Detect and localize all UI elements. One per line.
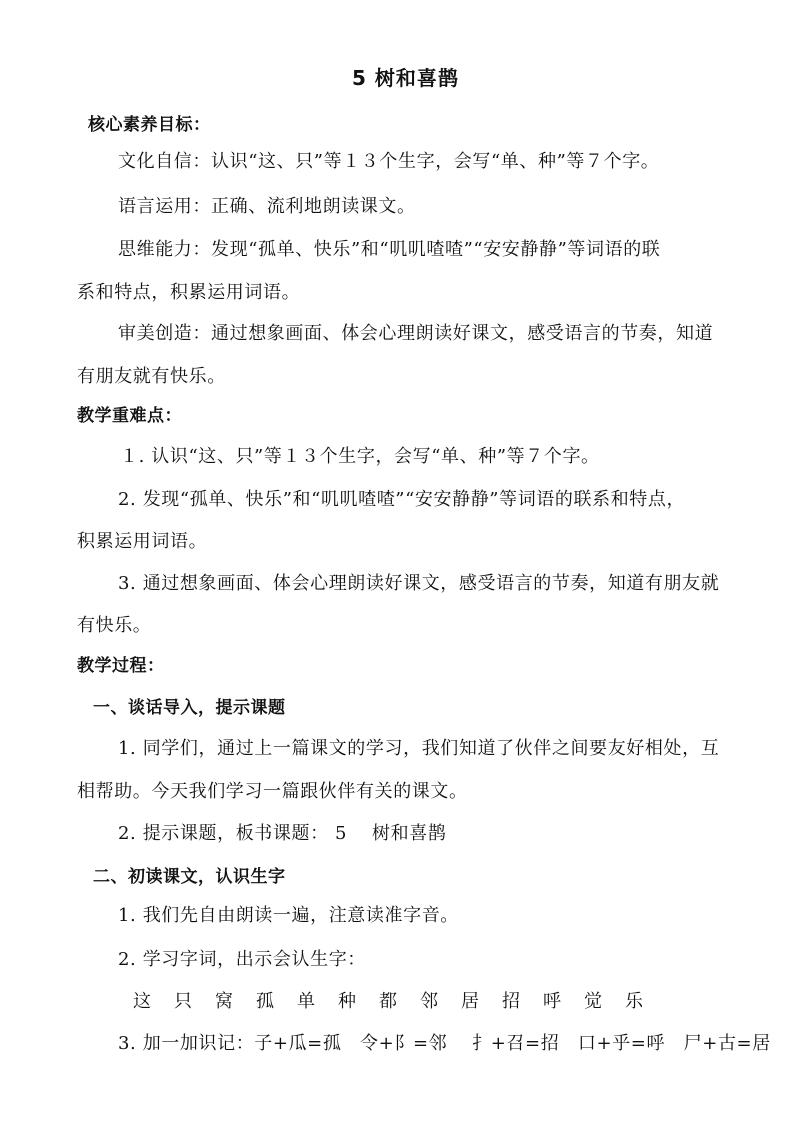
goal-aesthetic-line-1: 审美创造：通过想象画面、体会心理朗读好课文，感受语言的节奏，知道 xyxy=(118,323,714,344)
section-2-item-2: 2. 学习字词，出示会认生字： xyxy=(118,949,366,970)
section-2-item-3: 3. 加一加识记：子+瓜=孤 令+阝=邻 扌+召=招 口+乎=呼 尸+古=居 xyxy=(118,1033,771,1054)
section-2-item-1: 1. 我们先自由朗读一遍，注意读准字音。 xyxy=(118,905,459,926)
section-1-item-1-line-2: 相帮助。今天我们学习一篇跟伙伴有关的课文。 xyxy=(77,781,468,802)
section-1-item-1-line-1: 1. 同学们，通过上一篇课文的学习，我们知道了伙伴之间要友好相处，互 xyxy=(118,738,720,759)
new-character: 呼 xyxy=(543,991,561,1012)
new-character: 居 xyxy=(461,991,479,1012)
new-character: 孤 xyxy=(256,991,274,1012)
goal-thinking-line-1: 思维能力：发现“孤单、快乐”和“叽叽喳喳”“安安静静”等词语的联 xyxy=(118,239,661,260)
section-1-item-2: 2. 提示课题，板书课题： 5 树和喜鹊 xyxy=(118,823,447,844)
section-2-heading: 二、初读课文，认识生字 xyxy=(93,867,286,887)
key-point-3-line-1: 3. 通过想象画面、体会心理朗读好课文，感受语言的节奏，知道有朋友就 xyxy=(118,573,720,594)
page-title: 5 树和喜鹊 xyxy=(352,66,459,90)
new-character: 邻 xyxy=(420,991,438,1012)
new-character: 种 xyxy=(338,991,356,1012)
new-character: 窝 xyxy=(215,991,233,1012)
section-1-heading: 一、谈话导入，提示课题 xyxy=(93,698,286,718)
goal-language: 语言运用：正确、流利地朗读课文。 xyxy=(118,196,416,217)
new-character: 觉 xyxy=(584,991,602,1012)
key-point-2-line-2: 积累运用词语。 xyxy=(77,531,208,552)
new-characters-row xyxy=(133,990,666,1014)
core-goals-heading: 核心素养目标： xyxy=(88,115,211,135)
key-points-heading: 教学重难点： xyxy=(77,406,182,426)
key-point-3-line-2: 有快乐。 xyxy=(77,615,152,636)
process-heading: 教学过程： xyxy=(77,656,165,676)
new-character: 这 xyxy=(133,991,151,1012)
new-character: 只 xyxy=(174,991,192,1012)
goal-thinking-line-2: 系和特点，积累运用词语。 xyxy=(77,282,301,303)
new-character: 都 xyxy=(379,991,397,1012)
key-point-2-line-1: 2. 发现“孤单、快乐”和“叽叽喳喳”“安安静静”等词语的联系和特点， xyxy=(118,489,686,510)
new-character: 招 xyxy=(502,991,520,1012)
goal-culture: 文化自信：认识“这、只”等１３个生字，会写“单、种”等７个字。 xyxy=(118,151,660,172)
goal-aesthetic-line-2: 有朋友就有快乐。 xyxy=(77,366,226,387)
new-character: 乐 xyxy=(625,991,643,1012)
new-character: 单 xyxy=(297,991,315,1012)
key-point-1: １. 认识“这、只”等１３个生字，会写“单、种”等７个字。 xyxy=(120,446,600,467)
